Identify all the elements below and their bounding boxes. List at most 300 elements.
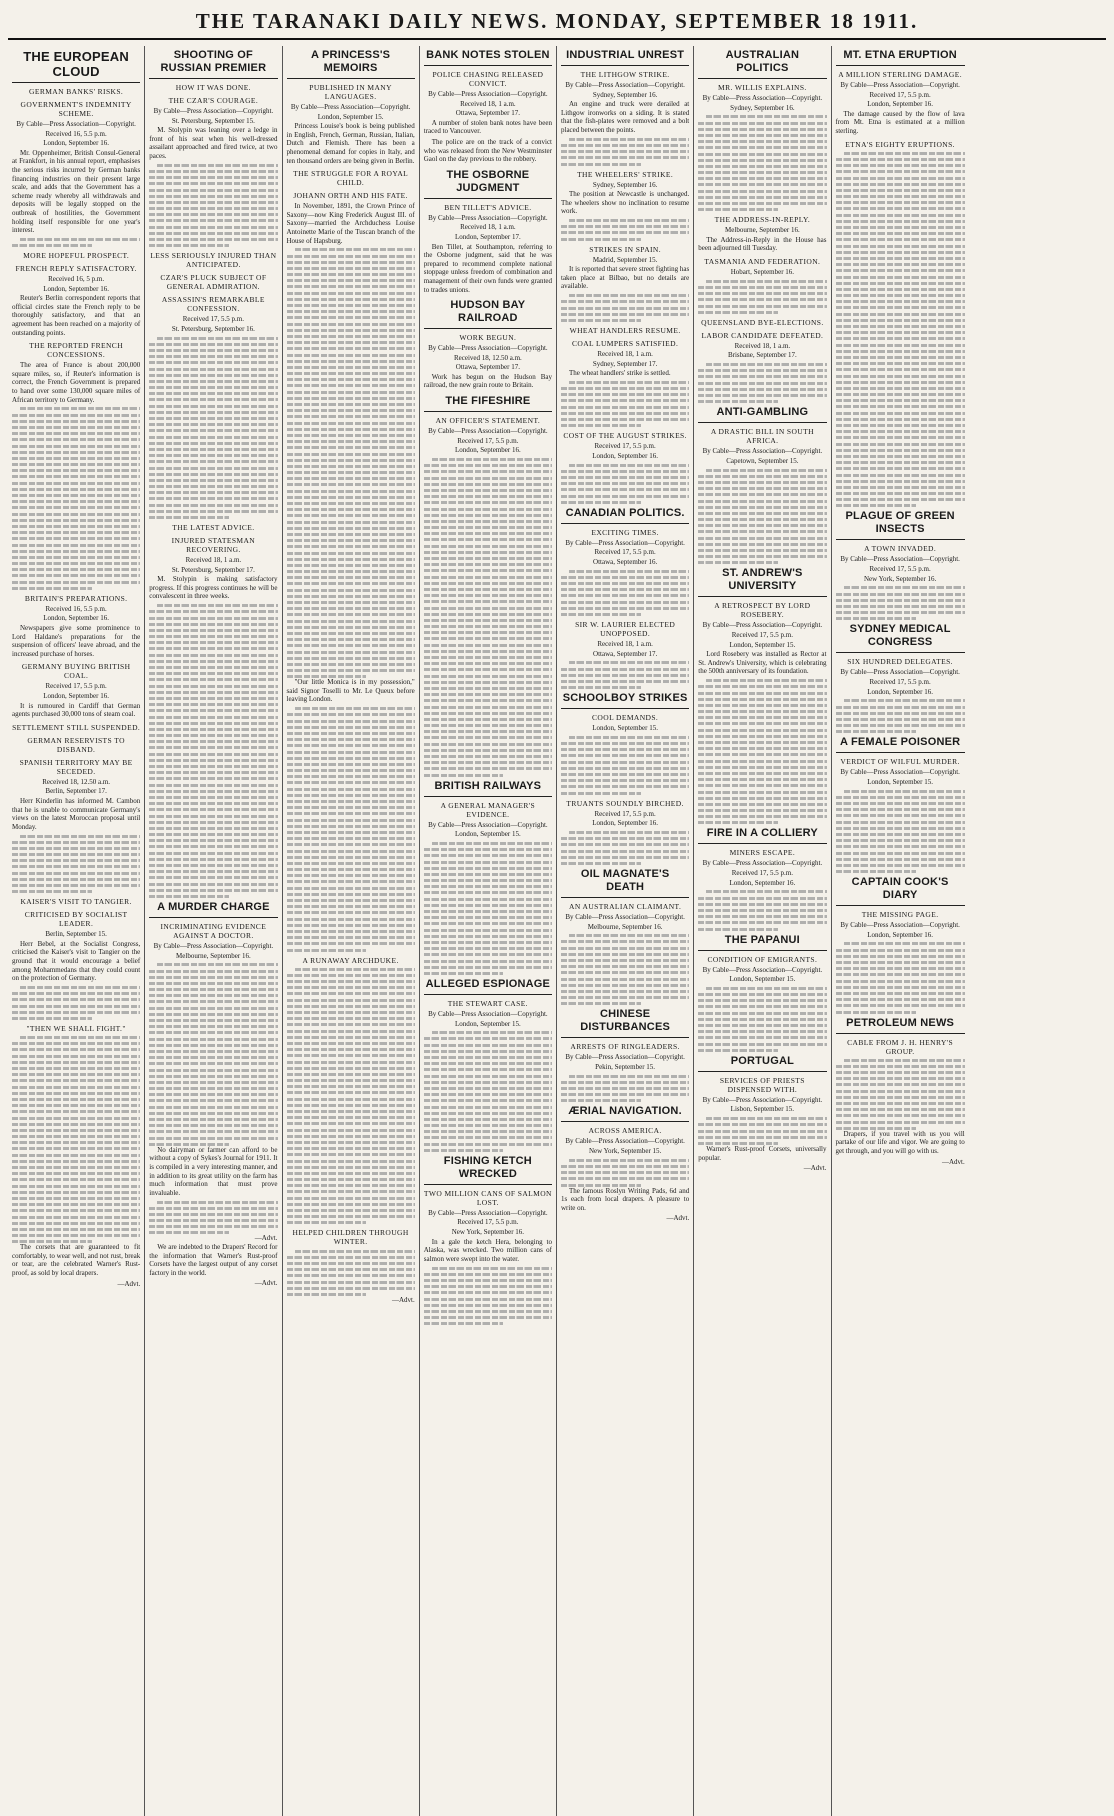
- dateline: London, September 15.: [729, 640, 796, 649]
- dateline: Hobart, September 16.: [730, 267, 795, 276]
- advert-tag: —Advt.: [117, 1279, 141, 1288]
- sub-headline: COOL DEMANDS.: [592, 713, 659, 723]
- article: [836, 46, 965, 507]
- dateline: Received 17, 5.5 p.m.: [731, 630, 793, 639]
- sub-headline: CRITICISED BY SOCIALIST LEADER.: [24, 910, 128, 929]
- sub-headline: POLICE CHASING RELEASED CONVICT.: [432, 70, 544, 88]
- dateline: New York, September 15.: [588, 1147, 662, 1156]
- article-headline: A FEMALE POISONER: [836, 733, 965, 753]
- dateline: Sydney, September 16.: [730, 103, 795, 112]
- dateline: By Cable—Press Association—Copyright.: [840, 768, 960, 777]
- dateline: London, September 16.: [592, 451, 658, 460]
- paragraph: Work has begun on the Hudson Bay railroad, the new grain route to Britain.: [423, 372, 552, 390]
- dateline: Received 18, 12.50 a.m.: [453, 353, 522, 362]
- paragraph: The wheat handlers' strike is settled.: [569, 369, 671, 378]
- sub-headline: MINERS ESCAPE.: [729, 848, 796, 858]
- article-headline: PETROLEUM NEWS: [836, 1014, 965, 1034]
- dateline: London, September 16.: [43, 139, 109, 148]
- dateline: Madrid, September 15.: [592, 255, 658, 264]
- article-headline: THE PAPANUI: [698, 931, 826, 951]
- illegible-text-block: [287, 968, 415, 1225]
- sub-headline: FRENCH REPLY SATISFACTORY.: [15, 264, 137, 274]
- illegible-text-block: [561, 294, 689, 322]
- sub-headline: ASSASSIN'S REMARKABLE CONFESSION.: [161, 295, 265, 314]
- illegible-text-block: [561, 1159, 689, 1187]
- dateline: By Cable—Press Association—Copyright.: [428, 90, 548, 98]
- dateline: Received 16, 5 p.m.: [48, 275, 105, 284]
- article-headline: FISHING KETCH WRECKED: [424, 1152, 552, 1185]
- dateline: By Cable—Press Association—Copyright.: [702, 1095, 823, 1104]
- dateline: Received 18, 1 a.m.: [734, 341, 791, 350]
- illegible-text-block: [698, 363, 826, 403]
- article: [561, 865, 689, 1005]
- dateline: New York, September 16.: [451, 1228, 525, 1237]
- dateline: Received 18, 1 a.m.: [185, 556, 242, 564]
- sub-headline: SETTLEMENT STILL SUSPENDED.: [12, 722, 141, 732]
- article-headline: SYDNEY MEDICAL CONGRESS: [836, 620, 965, 653]
- article: [424, 777, 552, 975]
- dateline: By Cable—Press Association—Copyright.: [840, 668, 960, 677]
- dateline: By Cable—Press Association—Copyright.: [16, 120, 136, 128]
- article-headline: ANTI-GAMBLING: [698, 403, 826, 423]
- sub-headline: INCRIMINATING EVIDENCE AGAINST A DOCTOR.: [160, 921, 267, 940]
- sub-headline: WORK BEGUN.: [459, 333, 517, 343]
- article: [149, 46, 277, 898]
- dateline: Received 17, 5.5 p.m.: [594, 442, 656, 451]
- dateline: By Cable—Press Association—Copyright.: [428, 820, 548, 829]
- dateline: Berlin, September 15.: [45, 930, 107, 939]
- dateline: London, September 15.: [455, 1019, 521, 1028]
- illegible-text-block: [424, 1267, 552, 1326]
- dateline: Received 18, 12.50 a.m.: [42, 777, 111, 786]
- dateline: By Cable—Press Association—Copyright.: [565, 538, 685, 547]
- paragraph: Mr. Oppenheimer, British Consul-General at Frankfort, in his annual report, emphasises the serious risks incurred by German banks financing industries on their present large scale, and adds that the Government has a scheme ready whereby all withdrawals and deposits will be legally stopped on the outbreak of hostilities, the Government holding itself responsible for one year's interest.: [12, 148, 141, 235]
- sub-headline: AN OFFICER'S STATEMENT.: [435, 416, 541, 426]
- article: [836, 620, 965, 733]
- illegible-text-block: [836, 586, 965, 620]
- illegible-text-block: [836, 790, 965, 873]
- advert-tag: —Advt.: [254, 1279, 278, 1288]
- sub-headline: TASMANIA AND FEDERATION.: [704, 256, 821, 266]
- dateline: St. Petersburg, September 17.: [171, 565, 255, 574]
- sub-headline: THE ADDRESS-IN-REPLY.: [714, 215, 811, 225]
- dateline: London, September 15.: [592, 724, 658, 733]
- article-headline: A MURDER CHARGE: [149, 898, 277, 918]
- illegible-text-block: [12, 407, 140, 589]
- dateline: London, September 16.: [867, 100, 933, 109]
- sub-headline: GERMANY BUYING BRITISH COAL.: [21, 662, 131, 681]
- dateline: By Cable—Press Association—Copyright.: [153, 941, 274, 950]
- illegible-text-block: [836, 942, 965, 1013]
- dateline: By Cable—Press Association—Copyright.: [565, 1053, 685, 1062]
- article-headline: ALLEGED ESPIONAGE: [424, 975, 552, 995]
- paragraph: Herr Bebel, at the Socialist Congress, criticised the Kaiser's visit to Tangier on the ground that it would encourage a belief among Mohammedans that they could count on the protection of Germany.: [12, 939, 141, 983]
- column-4: [420, 46, 557, 1816]
- article: [149, 898, 277, 1288]
- dateline: By Cable—Press Association—Copyright.: [840, 81, 960, 89]
- masthead: THE TARANAKI DAILY NEWS. MONDAY, SEPTEMBER 18 1911.: [8, 8, 1106, 40]
- article: [561, 689, 689, 865]
- dateline: London, September 15.: [455, 830, 521, 839]
- dateline: By Cable—Press Association—Copyright.: [565, 1137, 685, 1146]
- paragraph: It is reported that severe street fighting has taken place at Bilbao, but no details are available.: [561, 265, 690, 291]
- dateline: Received 17, 5.5 p.m.: [731, 869, 793, 878]
- sub-headline: A DRASTIC BILL IN SOUTH AFRICA.: [710, 427, 814, 446]
- dateline: Received 16, 5.5 p.m.: [45, 129, 107, 138]
- illegible-text-block: [698, 115, 826, 211]
- sub-headline: AN AUSTRALIAN CLAIMANT.: [569, 901, 682, 911]
- illegible-text-block: [561, 736, 689, 795]
- article-headline: SCHOOLBOY STRIKES: [561, 689, 689, 709]
- illegible-text-block: [836, 1059, 965, 1130]
- sub-headline: TRUANTS SOUNDLY BIRCHED.: [566, 798, 684, 808]
- dateline: By Cable—Press Association—Copyright.: [702, 447, 823, 456]
- dateline: Ottawa, September 16.: [593, 557, 658, 566]
- paragraph: Warner's Rust-proof Corsets, universally popular.: [698, 1144, 827, 1162]
- sub-headline: QUEENSLAND BYE-ELECTIONS.: [701, 317, 824, 327]
- sub-headline: "THEN WE SHALL FIGHT.": [26, 1023, 126, 1033]
- illegible-text-block: [561, 138, 689, 166]
- illegible-text-block: [561, 1075, 689, 1103]
- dateline: St. Petersburg, September 15.: [171, 116, 255, 125]
- sub-headline: THE STEWART CASE.: [447, 998, 528, 1008]
- paragraph: In a gale the ketch Hera, belonging to Alaska, was wrecked. Two million cans of salmon were swept into the water.: [423, 1237, 552, 1263]
- sub-headline: MR. WILLIS EXPLAINS.: [718, 83, 807, 92]
- illegible-text-block: [12, 238, 140, 247]
- sub-headline: A RUNAWAY ARCHDUKE.: [302, 955, 399, 965]
- article: [561, 46, 689, 504]
- article: [698, 403, 826, 564]
- illegible-text-block: [424, 842, 552, 975]
- dateline: London, September 16.: [43, 692, 109, 700]
- dateline: By Cable—Press Association—Copyright.: [565, 912, 685, 921]
- dateline: By Cable—Press Association—Copyright.: [428, 427, 548, 436]
- dateline: By Cable—Press Association—Copyright.: [428, 213, 548, 222]
- sub-headline: A RETROSPECT BY LORD ROSEBERY.: [714, 601, 811, 620]
- illegible-text-block: [698, 280, 826, 314]
- article: [698, 46, 826, 403]
- dateline: By Cable—Press Association—Copyright.: [290, 103, 411, 111]
- sub-headline: INJURED STATESMAN RECOVERING.: [171, 536, 256, 554]
- sub-headline: TWO MILLION CANS OF SALMON LOST.: [423, 1188, 552, 1207]
- illegible-text-block: [287, 707, 415, 951]
- illegible-text-block: [12, 1036, 140, 1243]
- article: [698, 931, 826, 1052]
- illegible-text-block: [424, 1031, 552, 1152]
- advert-tag: —Advt.: [803, 1164, 827, 1173]
- dateline: Received 16, 5.5 p.m.: [45, 604, 107, 613]
- sub-headline: SERVICES OF PRIESTS DISPENSED WITH.: [719, 1075, 805, 1094]
- dateline: London, September 16.: [43, 284, 109, 293]
- article: [424, 296, 552, 390]
- article-headline: ST. ANDREW'S UNIVERSITY: [698, 564, 826, 597]
- sub-headline: CZAR'S PLUCK SUBJECT OF GENERAL ADMIRATION.: [160, 273, 267, 292]
- dateline: Sydney, September 16.: [592, 90, 658, 99]
- dateline: Received 17, 5.5 p.m.: [45, 682, 107, 691]
- paragraph: M. Stolypin was leaning over a ledge in front of his seat when his well-dressed assailant approached and fired twice, at two paces.: [149, 126, 278, 160]
- sub-headline: HOW IT WAS DONE.: [175, 83, 251, 92]
- illegible-text-block: [836, 152, 965, 508]
- paragraph: An engine and truck were derailed at Lithgow ironworks on a siding. It is stated that the fish-plates were removed and a bolt placed between the points.: [561, 100, 690, 134]
- paragraph: We are indebted to the Drapers' Record for the information that Warner's Rust-proof Corsets have the largest output of any corset factory in the world.: [149, 1243, 278, 1277]
- paragraph: Lord Rosebery was installed as Rector at St. Andrew's University, which is celebrating the 500th anniversary of its foundation.: [698, 650, 827, 676]
- article: [561, 1102, 689, 1223]
- dateline: Melbourne, September 16.: [725, 226, 800, 235]
- article-headline: CAPTAIN COOK'S DIARY: [836, 873, 965, 906]
- dateline: Ottawa, September 17.: [455, 363, 520, 372]
- sub-headline: PUBLISHED IN MANY LANGUAGES.: [309, 83, 392, 101]
- dateline: By Cable—Press Association—Copyright.: [840, 921, 960, 930]
- column-7: [832, 46, 969, 1816]
- column-1: [8, 46, 145, 1816]
- paragraph: Ben Tillet, at Southampton, referring to the Osborne judgment, said that he was prepared to recommend complete national stoppage unless freedom of combination and management of their own funds were granted to trades unions.: [423, 242, 552, 294]
- illegible-text-block: [698, 890, 826, 930]
- article-headline: THE OSBORNE JUDGMENT: [424, 166, 552, 199]
- paragraph: Herr Kinderlin has informed M. Cambon that he is unable to communicate Germany's views on the latest Moroccan proposal until Monday.: [12, 796, 141, 831]
- article-headline: OIL MAGNATE'S DEATH: [561, 865, 689, 898]
- sub-headline: VERDICT OF WILFUL MURDER.: [840, 757, 960, 767]
- article-headline: CANADIAN POLITICS.: [561, 504, 689, 524]
- article-headline: SHOOTING OF RUSSIAN PREMIER: [149, 46, 277, 79]
- sub-headline: A GENERAL MANAGER'S EVIDENCE.: [440, 800, 536, 819]
- article: [698, 824, 826, 930]
- article-headline: INDUSTRIAL UNREST: [561, 46, 689, 66]
- sub-headline: EXCITING TIMES.: [591, 527, 659, 537]
- dateline: By Cable—Press Association—Copyright.: [702, 965, 823, 974]
- dateline: London, September 15.: [867, 777, 933, 786]
- paragraph: A number of stolen bank notes have been traced to Vancouver.: [423, 118, 552, 136]
- dateline: London, September 15.: [317, 112, 384, 121]
- article: [561, 1005, 689, 1102]
- article: [561, 504, 689, 689]
- dateline: London, September 16.: [455, 446, 521, 455]
- article: [836, 507, 965, 620]
- article-headline: BANK NOTES STOLEN: [424, 46, 552, 66]
- article: [698, 564, 826, 824]
- dateline: Sydney, September 16.: [592, 180, 658, 189]
- dateline: Received 18, 1 a.m.: [460, 99, 516, 108]
- illegible-text-block: [149, 337, 277, 519]
- dateline: Received 18, 1 a.m.: [597, 640, 653, 648]
- sub-headline: KAISER'S VISIT TO TANGIER.: [20, 897, 132, 907]
- sub-headline: ARRESTS OF RINGLEADERS.: [570, 1042, 680, 1052]
- sub-headline: BRITAIN'S PREPARATIONS.: [24, 593, 128, 603]
- dateline: London, September 16.: [592, 819, 658, 828]
- sub-headline: MORE HOPEFUL PROSPECT.: [23, 251, 130, 261]
- sub-headline: CABLE FROM J. H. HENRY'S GROUP.: [847, 1037, 954, 1056]
- dateline: London, September 15.: [729, 975, 796, 984]
- paragraph: The corsets that are guaranteed to fit comfortably, to wear well, and not rust, break or tear, are the celebrated Warner's Rust-proof, as sold by local drapers.: [12, 1243, 141, 1278]
- article-headline: MT. ETNA ERUPTION: [836, 46, 965, 66]
- dateline: By Cable—Press Association—Copyright.: [702, 94, 823, 102]
- article-headline: BRITISH RAILWAYS: [424, 777, 552, 797]
- sub-headline: THE MISSING PAGE.: [861, 910, 939, 920]
- sub-headline: GERMAN BANKS' RISKS.: [29, 87, 124, 96]
- dateline: St. Petersburg, September 16.: [171, 324, 255, 333]
- sub-headline: GOVERNMENT'S INDEMNITY SCHEME.: [20, 100, 132, 118]
- dateline: Melbourne, September 16.: [176, 951, 251, 960]
- article-headline: ÆRIAL NAVIGATION.: [561, 1102, 689, 1122]
- dateline: London, September 16.: [867, 930, 933, 939]
- dateline: London, September 16.: [867, 687, 933, 696]
- dateline: By Cable—Press Association—Copyright.: [702, 859, 823, 868]
- dateline: By Cable—Press Association—Copyright.: [702, 621, 823, 630]
- paragraph: No dairyman or farmer can afford to be without a copy of Sykes's Journal for 1911. It is compiled in a very interesting manner, and in addition to its great utility on the farm has much information that must prove invaluable.: [149, 1145, 278, 1197]
- dateline: London, September 16.: [43, 614, 109, 623]
- illegible-text-block: [561, 464, 689, 504]
- dateline: Melbourne, September 16.: [587, 922, 663, 931]
- dateline: New York, September 16.: [863, 574, 937, 583]
- column-2: [145, 46, 282, 1816]
- sub-headline: SIR W. LAURIER ELECTED UNOPPOSED.: [575, 620, 676, 638]
- sub-headline: THE LITHGOW STRIKE.: [580, 70, 670, 79]
- paragraph: It is rumoured in Cardiff that German agents purchased 30,000 tons of steam coal.: [12, 701, 141, 719]
- illegible-text-block: [149, 164, 277, 247]
- paragraph: In November, 1891, the Crown Prince of Saxony—now King Frederick August III. of Saxony—married the Archduchess Louise Antoinette Marie of the Tuscan branch of the House of Hapsburg.: [286, 202, 415, 245]
- article: [424, 392, 552, 777]
- illegible-text-block: [561, 570, 689, 616]
- illegible-text-block: [561, 381, 689, 427]
- article-headline: THE FIFESHIRE: [424, 392, 552, 412]
- advert-tag: —Advt.: [392, 1295, 415, 1304]
- advert-tag: —Advt.: [942, 1157, 965, 1166]
- dateline: Berlin, September 17.: [45, 787, 107, 796]
- article: [424, 166, 552, 294]
- dateline: By Cable—Press Association—Copyright.: [153, 107, 274, 115]
- sub-headline: HELPED CHILDREN THROUGH WINTER.: [292, 1228, 409, 1247]
- sub-headline: COST OF THE AUGUST STRIKES.: [563, 431, 687, 441]
- sub-headline: COAL LUMPERS SATISFIED.: [572, 338, 679, 348]
- dateline: Pekin, September 15.: [595, 1062, 656, 1071]
- sub-headline: THE LATEST ADVICE.: [172, 523, 255, 532]
- illegible-text-block: [561, 934, 689, 1005]
- illegible-text-block: [561, 219, 689, 241]
- column-container: [8, 46, 1106, 1816]
- illegible-text-block: [287, 248, 415, 678]
- dateline: Ottawa, September 17.: [455, 109, 520, 118]
- paragraph: M. Stolypin is making satisfactory progress. If this progress continues he will be convalescent in three weeks.: [149, 575, 278, 601]
- sub-headline: WHEAT HANDLERS RESUME.: [569, 325, 681, 335]
- illegible-text-block: [149, 604, 277, 898]
- article-headline: A PRINCESS'S MEMOIRS: [287, 46, 415, 79]
- article-headline: THE EUROPEAN CLOUD: [12, 46, 140, 83]
- column-5: [557, 46, 694, 1816]
- paragraph: The Address-in-Reply in the House has been adjourned till Tuesday.: [698, 235, 827, 253]
- sub-headline: A TOWN INVADED.: [864, 544, 937, 554]
- illegible-text-block: [12, 835, 140, 894]
- sub-headline: JOHANN ORTH AND HIS FATE.: [293, 191, 408, 201]
- paragraph: The damage caused by the flow of lava from Mt. Etna is estimated at a million sterling.: [835, 109, 965, 135]
- illegible-text-block: [698, 1117, 826, 1145]
- dateline: Received 17, 5.5 p.m.: [182, 315, 244, 324]
- dateline: Received 17, 5.5 p.m.: [457, 436, 519, 445]
- illegible-text-block: [698, 679, 826, 824]
- sub-headline: LESS SERIOUSLY INJURED THAN ANTICIPATED.: [150, 251, 277, 270]
- paragraph: Reuter's Berlin correspondent reports that official circles state the French reply to be thoroughly satisfactory, and that an agreement has been reached on a majority of outstanding points.: [12, 294, 141, 337]
- sub-headline: STRIKES IN SPAIN.: [589, 244, 661, 254]
- dateline: Capetown, September 15.: [726, 456, 799, 465]
- dateline: London, September 16.: [729, 878, 796, 887]
- paragraph: The area of France is about 200,000 square miles, so, if Reuter's information is correct, the French Government is prepared to hand over some 130,000 square miles of African territory to Germany.: [12, 361, 141, 404]
- dateline: Sydney, September 17.: [592, 359, 658, 368]
- sub-headline: LABOR CANDIDATE DEFEATED.: [701, 330, 824, 340]
- dateline: Received 17, 5.5 p.m.: [869, 677, 931, 686]
- illegible-text-block: [287, 1250, 415, 1296]
- illegible-text-block: [12, 986, 140, 1020]
- dateline: Received 17, 5.5 p.m.: [869, 90, 931, 99]
- column-3: [283, 46, 420, 1816]
- dateline: Ottawa, September 17.: [593, 649, 658, 658]
- article: [12, 46, 140, 1288]
- sub-headline: THE REPORTED FRENCH CONCESSIONS.: [29, 341, 124, 360]
- article: [424, 975, 552, 1152]
- article: [424, 46, 552, 164]
- illegible-text-block: [698, 987, 826, 1052]
- column-6: [694, 46, 831, 1816]
- illegible-text-block: [149, 1201, 277, 1235]
- dateline: By Cable—Press Association—Copyright.: [428, 1208, 548, 1217]
- dateline: Received 17, 5.5 p.m.: [594, 548, 656, 557]
- illegible-text-block: [561, 661, 689, 689]
- sub-headline: ACROSS AMERICA.: [588, 1126, 662, 1136]
- article-headline: PLAGUE OF GREEN INSECTS: [836, 507, 965, 540]
- paragraph: The police are on the track of a convict who was released from the New Westminster Gaol on the day previous to the robbery.: [423, 137, 552, 164]
- article-headline: AUSTRALIAN POLITICS: [698, 46, 826, 79]
- article: [836, 1014, 965, 1167]
- advert-tag: —Advt.: [666, 1214, 690, 1223]
- dateline: By Cable—Press Association—Copyright.: [840, 555, 960, 564]
- article: [287, 46, 415, 1305]
- sub-headline: THE CZAR'S COURAGE.: [168, 96, 259, 105]
- sub-headline: THE WHEELERS' STRIKE.: [577, 169, 674, 179]
- sub-headline: A MILLION STERLING DAMAGE.: [838, 70, 962, 79]
- article: [836, 873, 965, 1013]
- sub-headline: SPANISH TERRITORY MAY BE SECEDED.: [19, 757, 133, 776]
- dateline: Received 17, 5.5 p.m.: [457, 1218, 519, 1227]
- article-headline: HUDSON BAY RAILROAD: [424, 296, 552, 329]
- sub-headline: ETNA'S EIGHTY ERUPTIONS.: [845, 139, 955, 149]
- illegible-text-block: [424, 458, 552, 777]
- dateline: Brisbane, September 17.: [727, 351, 797, 360]
- illegible-text-block: [836, 699, 965, 733]
- sub-headline: SIX HUNDRED DELEGATES.: [847, 657, 953, 667]
- article: [698, 1052, 826, 1173]
- paragraph: "Our little Monica is in my possession," said Signor Toselli to Mr. Le Queux before leaving London.: [286, 678, 415, 704]
- article-headline: CHINESE DISTURBANCES: [561, 1005, 689, 1038]
- sub-headline: BEN TILLET'S ADVICE.: [444, 202, 532, 212]
- dateline: Received 17, 5.5 p.m.: [594, 809, 656, 818]
- paragraph: The position at Newcastle is unchanged. The wheelers show no inclination to resume work.: [561, 190, 690, 216]
- dateline: By Cable—Press Association—Copyright.: [565, 81, 685, 89]
- article: [424, 1152, 552, 1325]
- paragraph: The famous Roslyn Writing Pads, 6d and 1s each from local drapers. A pleasure to write on.: [561, 1186, 690, 1212]
- article-headline: PORTUGAL: [698, 1052, 826, 1072]
- dateline: Received 18, 1 a.m.: [460, 223, 516, 232]
- dateline: Received 18, 1 a.m.: [597, 349, 653, 358]
- sub-headline: GERMAN RESERVISTS TO DISBAND.: [27, 735, 125, 754]
- dateline: By Cable—Press Association—Copyright.: [428, 344, 548, 353]
- paragraph: Princess Louise's book is being published in English, French, German, Russian, Italian, Dutch and Flemish. There has been a phenomenal demand for copies in Italy, and ten thousand orders are being given in Berlin.: [286, 122, 415, 165]
- dateline: By Cable—Press Association—Copyright.: [428, 1009, 548, 1018]
- paragraph: Newspapers give some prominence to Lord Haldane's preparations for the suspension of officers' leave abroad, and the increased purchase of horses.: [12, 624, 141, 658]
- illegible-text-block: [149, 963, 277, 1145]
- illegible-text-block: [698, 469, 826, 565]
- dateline: London, September 17.: [455, 232, 521, 241]
- article-headline: FIRE IN A COLLIERY: [698, 824, 826, 844]
- paragraph: Drapers, if you travel with us you will partake of our life and vigor. We are going to get through, and you will go with us.: [835, 1129, 965, 1155]
- dateline: Lisbon, September 15.: [730, 1105, 795, 1114]
- sub-headline: THE STRUGGLE FOR A ROYAL CHILD.: [293, 169, 409, 188]
